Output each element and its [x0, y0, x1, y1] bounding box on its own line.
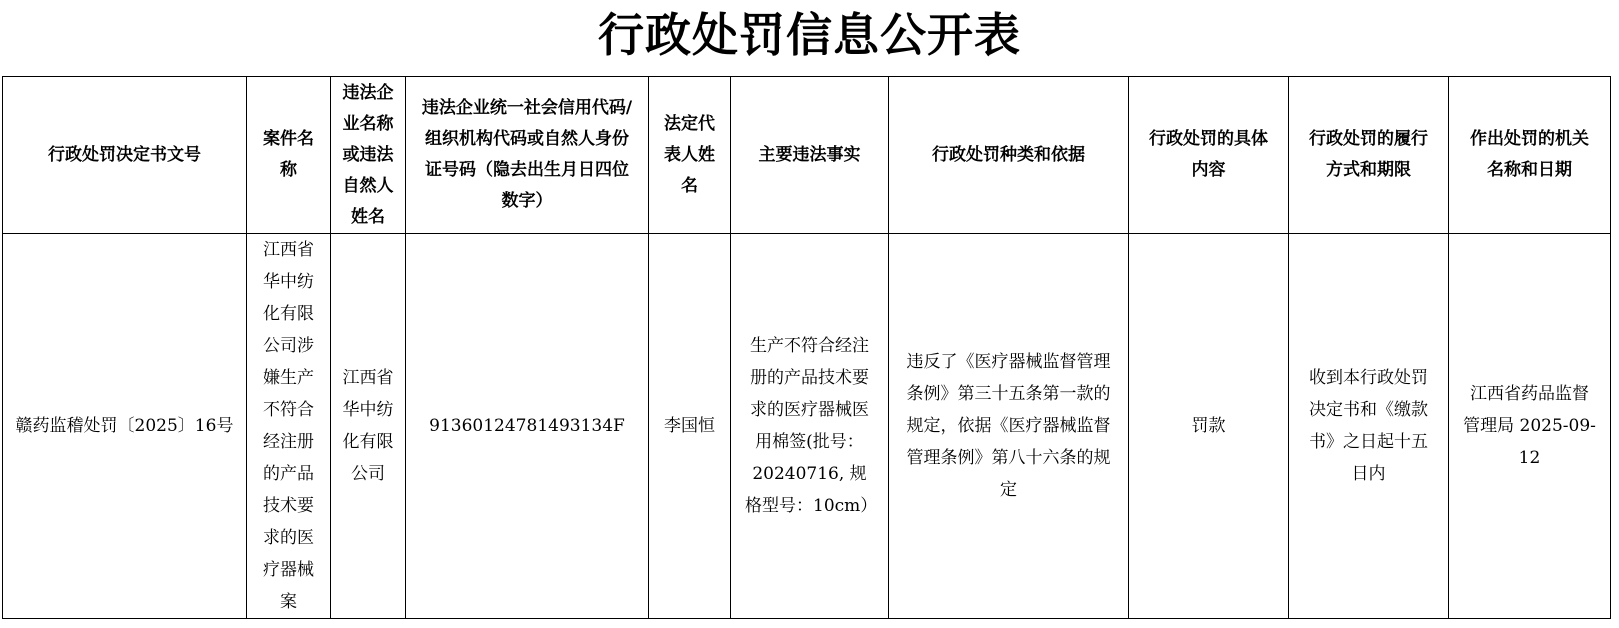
cell-penalty-execution: 收到本行政处罚决定书和《缴款书》之日起十五日内	[1289, 234, 1449, 619]
cell-violator-name: 江西省华中纺化有限公司	[331, 234, 406, 619]
header-penalty-content: 行政处罚的具体内容	[1129, 77, 1289, 234]
cell-legal-rep-name: 李国恒	[649, 234, 731, 619]
cell-penalty-type-basis: 违反了《医疗器械监督管理条例》第三十五条第一款的规定，依据《医疗器械监督管理条例》第八十六条的规定	[889, 234, 1129, 619]
cell-case-name: 江西省华中纺化有限公司涉嫌生产不符合经注册的产品技术要求的医疗器械案	[247, 234, 331, 619]
header-legal-rep-name: 法定代表人姓名	[649, 77, 731, 234]
penalty-table	[2, 76, 1611, 619]
cell-authority-and-date: 江西省药品监督管理局 2025-09-12	[1449, 234, 1611, 619]
header-decision-doc-number: 行政处罚决定书文号	[3, 77, 247, 234]
page-title: 行政处罚信息公开表	[598, 8, 1021, 62]
header-authority-and-date: 作出处罚的机关名称和日期	[1449, 77, 1611, 234]
cell-credit-code: 91360124781493134F	[406, 234, 649, 619]
cell-decision-doc-number: 赣药监稽处罚〔2025〕16号	[3, 234, 247, 619]
table-data-row	[3, 234, 1611, 619]
header-violator-name: 违法企业名称或违法自然人姓名	[331, 77, 406, 234]
cell-main-illegal-facts: 生产不符合经注册的产品技术要求的医疗器械医用棉签(批号：20240716, 规格型号：10cm）	[731, 234, 889, 619]
header-main-illegal-facts: 主要违法事实	[731, 77, 889, 234]
cell-penalty-content: 罚款	[1129, 234, 1289, 619]
header-credit-code: 违法企业统一社会信用代码/组织机构代码或自然人身份证号码（隐去出生月日四位数字）	[406, 77, 649, 234]
header-penalty-execution: 行政处罚的履行方式和期限	[1289, 77, 1449, 234]
table-header-row	[3, 77, 1611, 234]
header-penalty-type-basis: 行政处罚种类和依据	[889, 77, 1129, 234]
header-case-name: 案件名称	[247, 77, 331, 234]
